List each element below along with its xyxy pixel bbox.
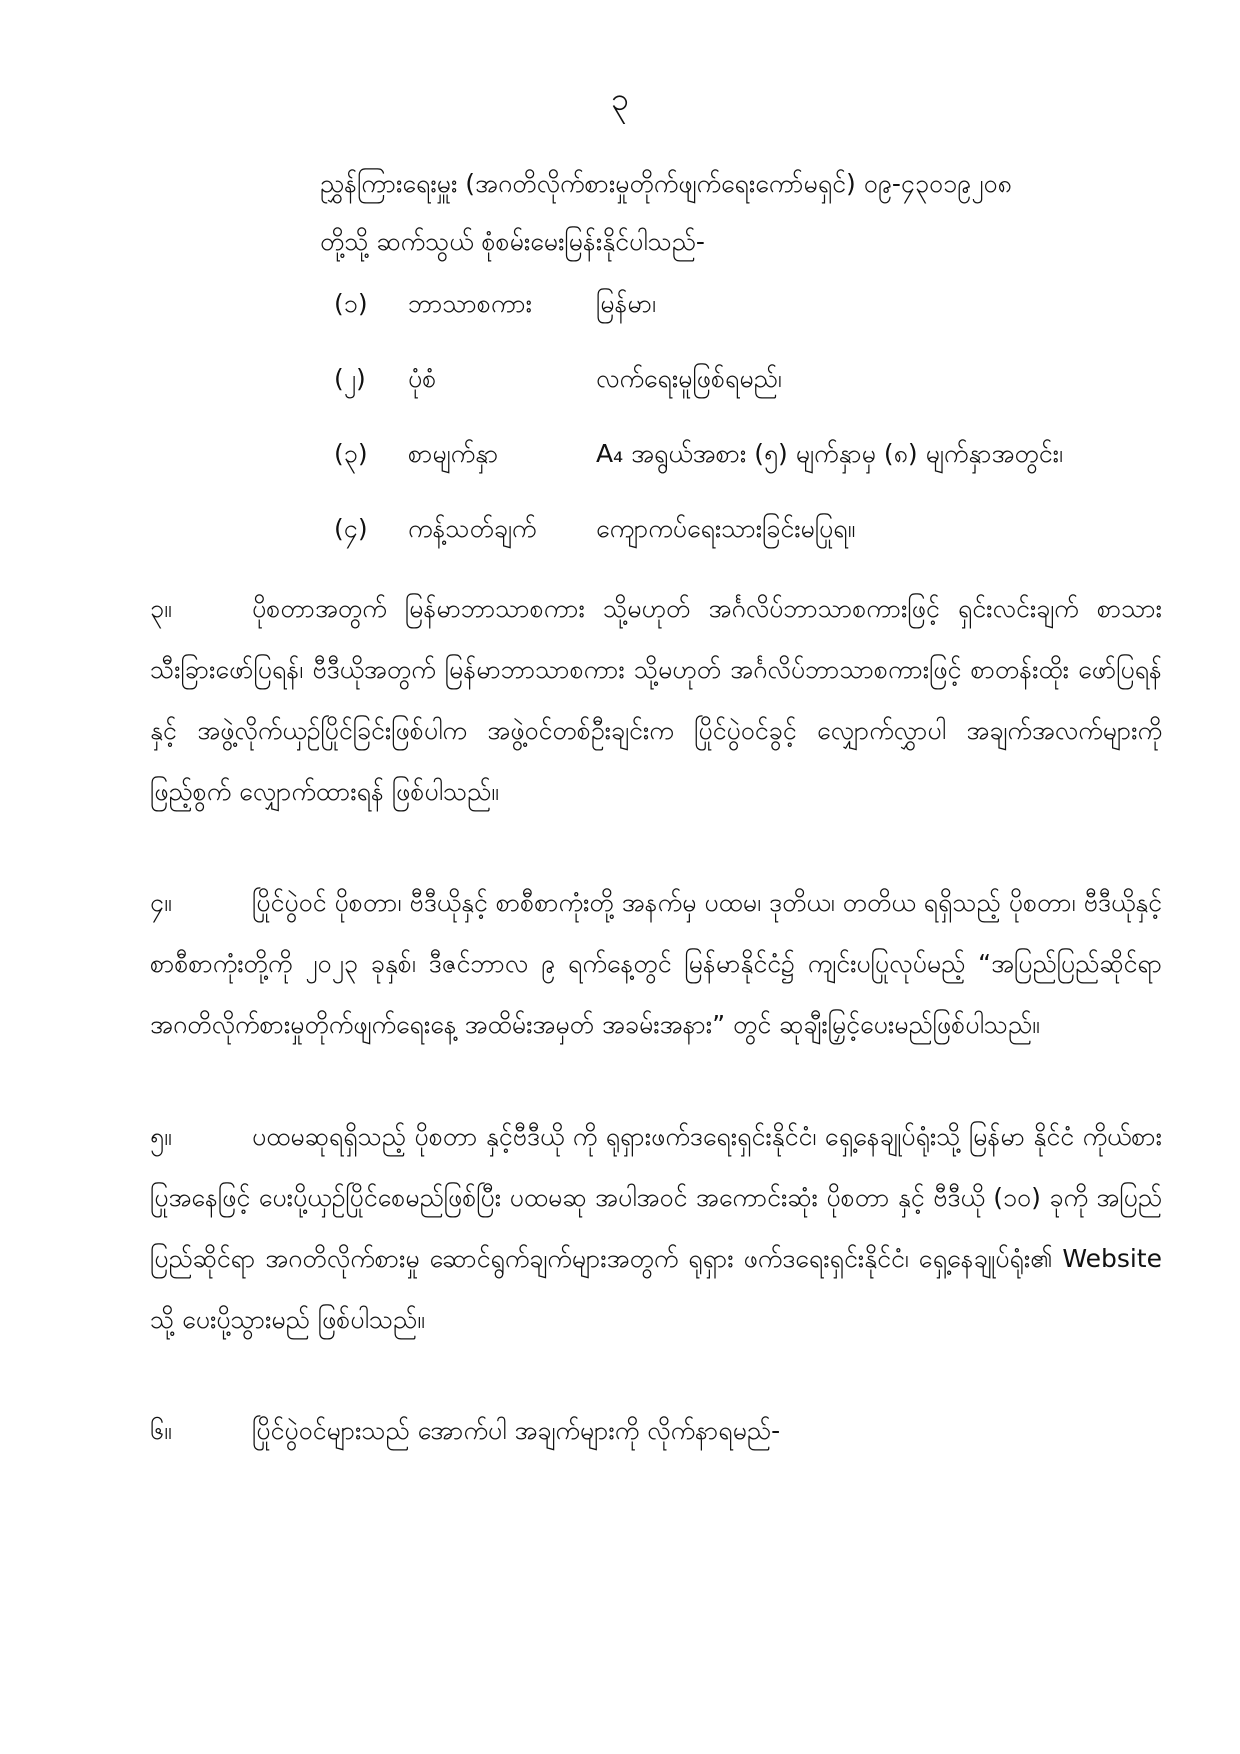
paragraph-5 — [150, 1106, 1162, 1350]
item-value: မြန်မာ၊ — [596, 289, 656, 318]
page-number: ၃ — [611, 80, 629, 118]
paragraph-4 — [150, 872, 1162, 1055]
item-label: ဘာသာစကား — [408, 289, 532, 318]
continuation-line-2: တို့သို့ ဆက်သွယ် စုံစမ်းမေးမြန်းနိုင်ပါသည်- — [320, 227, 705, 256]
item-label: ပုံစံ — [408, 364, 437, 393]
paragraph-text: ပြိုင်ပွဲဝင် ပိုစတာ၊ ဗီဒီယိုနှင့် စာစီစာကုံးတို့ အနက်မှ ပထမ၊ ဒုတိယ၊ တတိယ ရရှိသည့် ပိုစတာ၊ ဗီဒီယိုနှင့် စာစီစာကုံးတို့ကို ၂၀၂၃ ခုနှစ်၊ ဒီဇင်ဘာလ ၉ ရက်နေ့တွင် မြန်မာနိုင်ငံ၌ ကျင်းပပြုလုပ်မည့် “အပြည်ပြည်ဆိုင်ရာ အဂတိလိုက်စားမှုတိုက်ဖျက်ရေးနေ့ အထိမ်းအမှတ် အခမ်းအနား” တွင် ဆုချီးမြှင့်ပေးမည်ဖြစ်ပါသည်။ — [150, 888, 1162, 1039]
paragraph-number: ၆။ — [150, 1416, 172, 1445]
item-number: (၁) — [334, 289, 368, 318]
requirement-item — [0, 430, 1240, 480]
continuation-line-1: ညွှန်ကြားရေးမှူး (အဂတိလိုက်စားမှုတိုက်ဖျက်ရေးကော်မရှင်) ၀၉-၄၃၀၁၉၂၀၈ — [320, 169, 1012, 198]
requirement-item — [0, 355, 1240, 405]
requirement-item — [0, 505, 1240, 555]
paragraph-text: ပြိုင်ပွဲဝင်များသည် အောက်ပါ အချက်များကို လိုက်နာရမည်- — [252, 1416, 781, 1445]
item-label: စာမျက်နှာ — [408, 439, 499, 468]
item-number: (၄) — [334, 514, 368, 543]
paragraph-3 — [150, 578, 1162, 822]
item-value: လက်ရေးမူဖြစ်ရမည်၊ — [596, 364, 782, 393]
item-number: (၃) — [334, 439, 368, 468]
paragraph-number: ၃။ — [150, 594, 172, 623]
paragraph-6 — [150, 1400, 1162, 1461]
item-value: A₄ အရွယ်အစား (၅) မျက်နှာမှ (၈) မျက်နှာအတွင်း၊ — [596, 439, 1063, 468]
item-number: (၂) — [334, 364, 366, 393]
paragraph-text: ပိုစတာအတွက် မြန်မာဘာသာစကား သို့မဟုတ် အင်္ဂလိပ်ဘာသာစကားဖြင့် ရှင်းလင်းချက် စာသား သီးခြားဖော်ပြရန်၊ ဗီဒီယိုအတွက် မြန်မာဘာသာစကား သို့မဟုတ် အင်္ဂလိပ်ဘာသာစကားဖြင့် စာတန်းထိုး ဖော်ပြရန်နှင့် အဖွဲ့လိုက်ယှဉ်ပြိုင်ခြင်းဖြစ်ပါက အဖွဲ့ဝင်တစ်ဦးချင်းက ပြိုင်ပွဲဝင်ခွင့် လျှောက်လွှာပါ အချက်အလက်များကို ဖြည့်စွက် လျှောက်ထားရန် ဖြစ်ပါသည်။ — [150, 594, 1162, 806]
requirement-item — [0, 280, 1240, 330]
item-value: ကျောကပ်ရေးသားခြင်းမပြုရ။ — [596, 514, 856, 543]
paragraph-text: ပထမဆုရရှိသည့် ပိုစတာ နှင့်ဗီဒီယို ကို ရုရှားဖက်ဒရေးရှင်းနိုင်ငံ၊ ရှေ့နေချုပ်ရုံးသို့ မြန်မာ နိုင်ငံ ကိုယ်စားပြုအနေဖြင့် ပေးပို့ယှဉ်ပြိုင်စေမည်ဖြစ်ပြီး ပထမဆု အပါအဝင် အကောင်းဆုံး ပိုစတာ နှင့် ဗီဒီယို (၁၀) ခုကို အပြည်ပြည်ဆိုင်ရာ အဂတိလိုက်စားမှု ဆောင်ရွက်ချက်များအတွက် ရုရှား ဖက်ဒရေးရှင်းနိုင်ငံ၊ ရှေ့နေချုပ်ရုံး၏ Website သို့ ပေးပို့သွားမည် ဖြစ်ပါသည်။ — [150, 1122, 1162, 1334]
paragraph-number: ၄။ — [150, 888, 172, 917]
item-label: ကန့်သတ်ချက် — [408, 514, 537, 543]
paragraph-number: ၅။ — [150, 1122, 172, 1151]
